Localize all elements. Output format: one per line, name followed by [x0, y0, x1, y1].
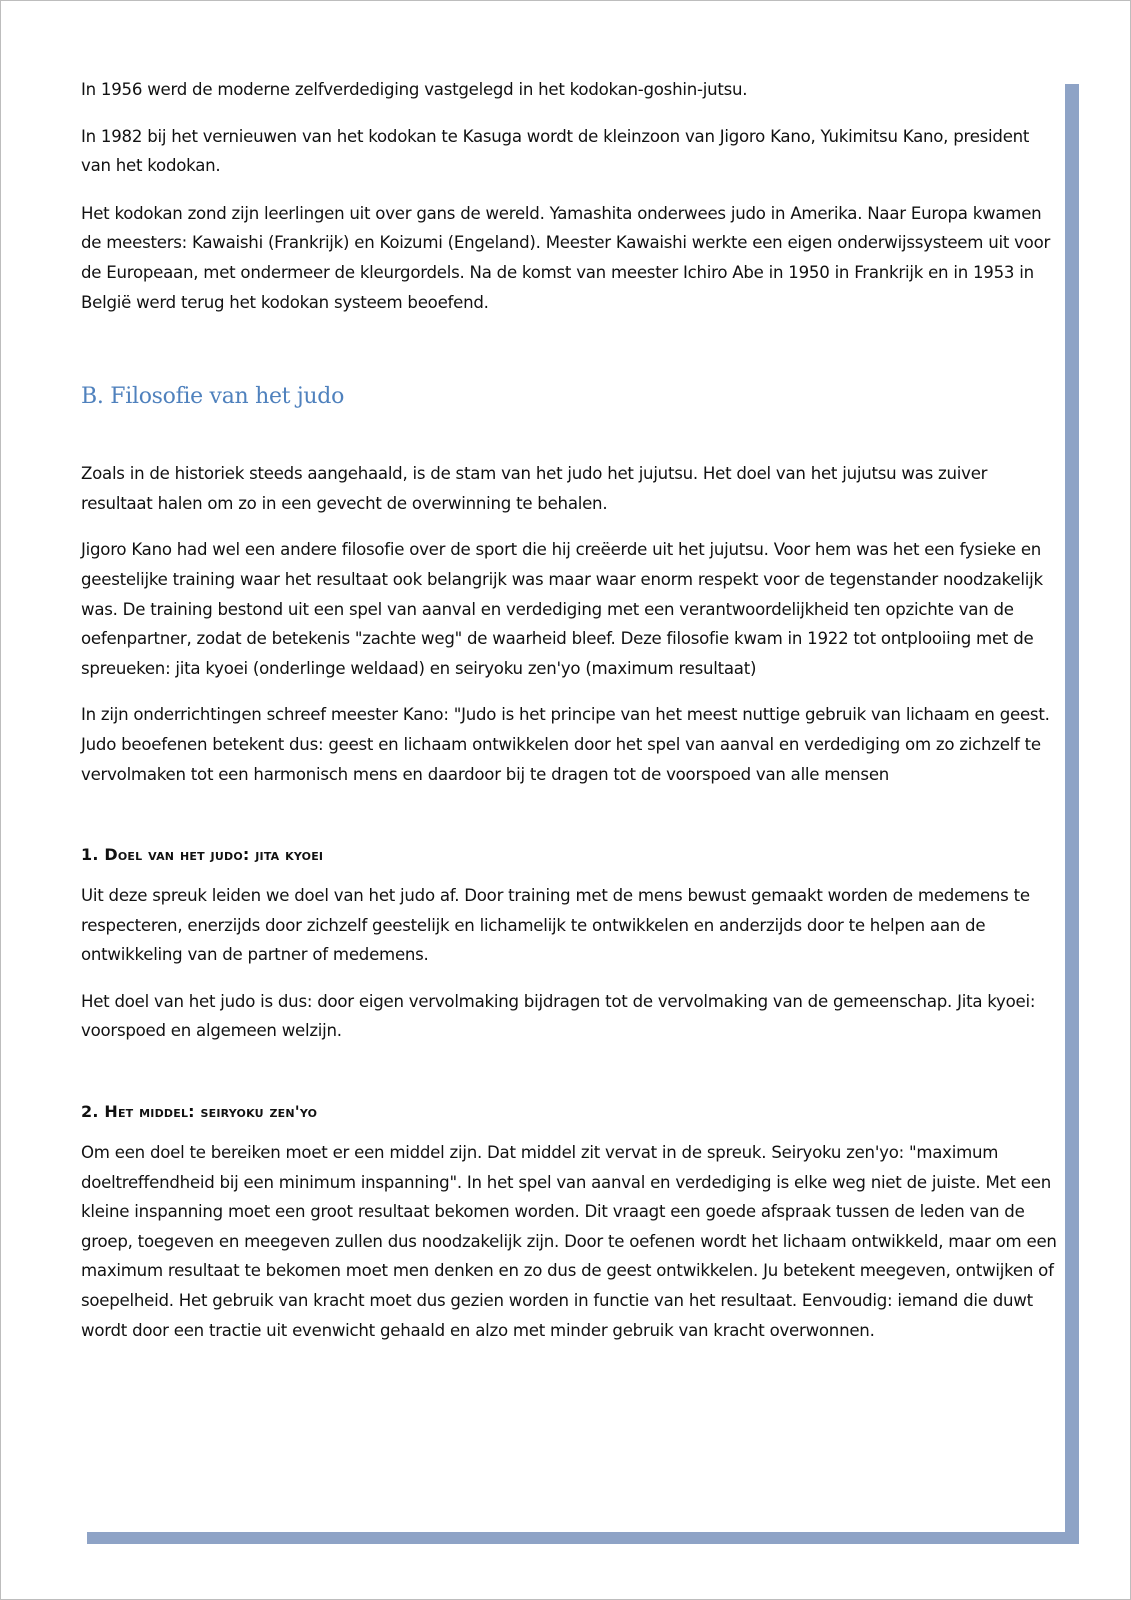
paragraph-goshin-jutsu: In 1956 werd de moderne zelfverdediging vastgelegd in het kodokan-goshin-jutsu.: [81, 80, 748, 99]
subheading-middel: 2. Het middel: seiryoku zen'yo: [81, 1102, 318, 1122]
paragraph-kodokan-world: Het kodokan zond zijn leerlingen uit over gans de wereld. Yamashita onderwees judo in Amerika. Naar Europa kwamen de meesters: Kawaishi (Frankrijk) en Koizumi (Engeland). Meester Kawaishi werkte een eigen onderwijssysteem uit voor de Europeaan, met ondermeer de kleurgordels. Na de komst van meester Ichiro Abe in 1950 in Frankrijk en in 1953 in België werd terug het kodokan systeem beoefend.: [81, 203, 1051, 312]
page-border-bottom: [87, 1532, 1079, 1544]
paragraph-kasuga: In 1982 bij het vernieuwen van het kodokan te Kasuga wordt de kleinzoon van Jigoro Kano, Yukimitsu Kano, president van het kodokan.: [81, 126, 1030, 176]
paragraph-kano-filosofie: Jigoro Kano had wel een andere filosofie over de sport die hij creëerde uit het jujutsu. Voor hem was het een fysieke en geestelijke training waar het resultaat ook belangrijk was maar waar enorm respekt voor de tegenstander noodzakelijk was. De training bestond uit een spel van aanval en verdediging met een verantwoordelijkheid ten opzichte van de oefenpartner, zodat de betekenis "zachte weg" de waarheid bleef. Deze filosofie kwam in 1922 tot ontplooiing met de spreueken: jita kyoei (onderlinge weldaad) en seiryoku zen'yo (maximum resultaat): [81, 540, 1043, 678]
paragraph-doel-gemeenschap: Het doel van het judo is dus: door eigen vervolmaking bijdragen tot de vervolmaking van de gemeenschap. Jita kyoei: voorspoed en algemeen welzijn.: [81, 991, 1036, 1041]
paragraph-middel: Om een doel te bereiken moet er een middel zijn. Dat middel zit vervat in de spreuk. Seiryoku zen'yo: "maximum doeltreffendheid bij een minimum inspanning". In het spel van aanval en verdediging is elke weg niet de juiste. Met een kleine inspanning moet een groot resultaat bekomen worden. Dit vraagt een goede afspraak tussen de leden van de groep, toegeven en meegeven zullen dus noodzakelijk zijn. Door te oefenen wordt het lichaam ontwikkeld, maar om een maximum resultaat te bekomen moet men denken en zo dus de geest ontwikkelen. Ju betekent meegeven, ontwijken of soepelheid. Het gebruik van kracht moet dus gezien worden in functie van het resultaat. Eenvoudig: iemand die duwt wordt door een tractie uit evenwicht gehaald en alzo met minder gebruik van kracht overwonnen.: [81, 1143, 1057, 1340]
paragraph-doel-spreuk: Uit deze spreuk leiden we doel van het judo af. Door training met de mens bewust gemaakt worden de medemens te respecteren, enerzijds door zichzelf geestelijk en lichamelijk te ontwikkelen en anderzijds door te helpen aan de ontwikkeling van de partner of medemens.: [81, 886, 1030, 965]
paragraph-onderrichtingen: In zijn onderrichtingen schreef meester Kano: "Judo is het principe van het meest nuttige gebruik van lichaam en geest. Judo beoefenen betekent dus: geest en lichaam ontwikkelen door het spel van aanval en verdediging om zo zichzelf te vervolmaken tot een harmonisch mens en daardoor bij te dragen tot de voorspoed van alle mensen: [81, 705, 1050, 784]
subheading-doel: 1. Doel van het judo: jita kyoei: [81, 845, 324, 865]
document-body: [81, 75, 1061, 1345]
paragraph-jujutsu: Zoals in de historiek steeds aangehaald, is de stam van het judo het jujutsu. Het doel van het jujutsu was zuiver resultaat halen om zo in een gevecht de overwinning te behalen.: [81, 464, 988, 513]
section-heading-filosofie: B. Filosofie van het judo: [81, 384, 345, 410]
page-border-right: [1065, 84, 1079, 1544]
